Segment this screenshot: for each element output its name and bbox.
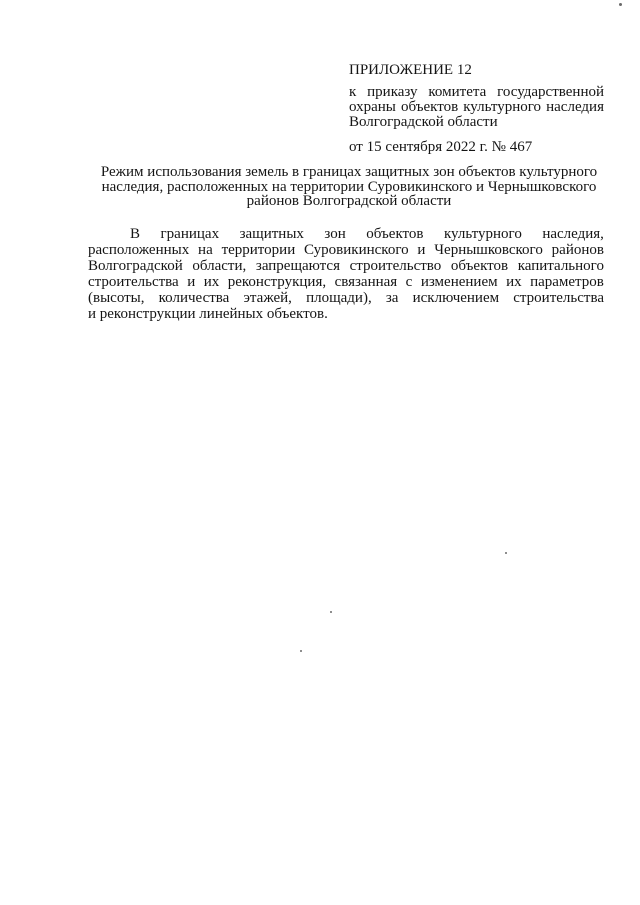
word: параметров [530,273,604,290]
order-reference-line: Волгоградской области [349,114,498,130]
word: связанная [334,273,398,290]
word: Волгоградской [88,257,183,274]
word: с [405,273,413,290]
title-line: наследия, расположенных на территории Суровикинского и Чернышковского [101,178,597,195]
word: территории [221,241,296,258]
word: строительства [88,273,179,290]
word: наследия, [542,226,604,242]
word: районов [551,241,604,258]
document-title [96,165,602,209]
body-paragraph [88,227,604,322]
word: объектов [366,226,424,242]
word: расположенных [88,241,190,258]
word: количества [158,289,230,306]
scan-speck [505,552,507,554]
order-reference-line [349,85,604,100]
order-date: от 15 сентября 2022 г. № 467 [349,139,533,155]
word: Суровикинского [304,241,409,258]
appendix-heading: ПРИЛОЖЕНИЕ 12 [349,62,472,78]
body-line [88,227,604,243]
word: этажей, [243,289,292,306]
title-line: районов Волгоградской области [246,193,452,210]
body-line [88,259,604,275]
word: запрещаются [255,257,340,274]
word: и [187,273,196,290]
word: объектов [400,99,459,115]
order-reference-line [349,100,604,115]
word: их [203,273,220,290]
word: комитета [428,84,487,100]
scan-speck [300,650,302,652]
word: реконструкция, [227,273,327,290]
word: защитных [239,226,304,242]
word: В [130,226,141,242]
word: границах [160,226,220,242]
word: строительство [349,257,442,274]
word: исключением [412,289,500,306]
word: изменением [420,273,498,290]
body-line: и реконструкции линейных объектов. [88,305,328,322]
word: за [385,289,399,306]
order-reference [349,85,604,130]
word: к [349,84,357,100]
word: приказу [367,84,418,100]
word: зон [324,226,346,242]
word: объектов [450,257,509,274]
body-line [88,275,604,291]
word: культурного [463,99,542,115]
word: охраны [349,99,396,115]
word: области, [192,257,247,274]
word: на [198,241,213,258]
body-line [88,243,604,259]
body-line [88,291,604,307]
scan-speck [619,3,622,6]
word: их [506,273,522,290]
word: строительства [513,289,604,306]
word: (высоты, [88,289,145,306]
scan-speck [330,611,332,613]
word: капитального [517,257,604,274]
word: культурного [443,226,522,242]
word: наследия [546,99,604,115]
word: Чернышковского [434,241,543,258]
word: площади), [306,289,372,306]
word: государственной [497,84,604,100]
title-line: Режим использования земель в границах защитных зон объектов культурного [100,164,598,180]
word: и [417,241,426,258]
